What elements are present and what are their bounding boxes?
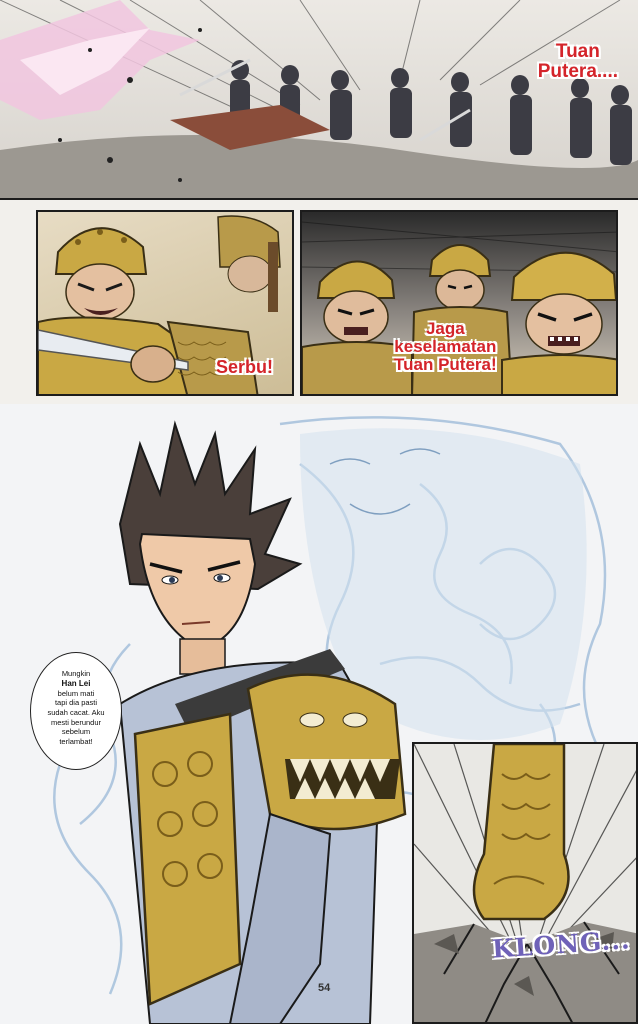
caption-tuan-putera <box>538 42 618 82</box>
caption-line: Tuan Putera! <box>394 354 497 374</box>
sfx-klong: KLONG... <box>491 925 632 964</box>
caption-line: Putera.... <box>537 60 618 82</box>
caption-line: Tuan <box>555 41 600 62</box>
thought-name: Han Lei <box>61 678 91 688</box>
caption-serbu: Serbu! <box>216 357 274 377</box>
panel-soldier-charge <box>36 210 294 396</box>
foot-stomp-art <box>414 744 638 1024</box>
page-number: 54 <box>318 982 331 994</box>
thought-line: tapi dia pasti <box>54 698 98 708</box>
caption-line: Jaga <box>425 319 465 338</box>
thought-line: terlambat! <box>59 736 93 746</box>
army-charge-art <box>0 0 638 200</box>
thought-line: sebelum <box>61 727 91 737</box>
panel-foot-stomp <box>412 742 638 1024</box>
thought-line: sudah cacat. Aku <box>47 708 105 718</box>
thought-line: Mungkin <box>61 669 91 678</box>
panel-army-charge <box>0 0 638 200</box>
thought-line: mesti berundur <box>50 717 102 727</box>
thought-line: belum mati <box>57 688 95 698</box>
caption-line: keselamatan <box>394 336 497 356</box>
caption-jaga <box>394 320 497 374</box>
thought-bubble <box>30 652 122 770</box>
panel-guards <box>300 210 618 396</box>
